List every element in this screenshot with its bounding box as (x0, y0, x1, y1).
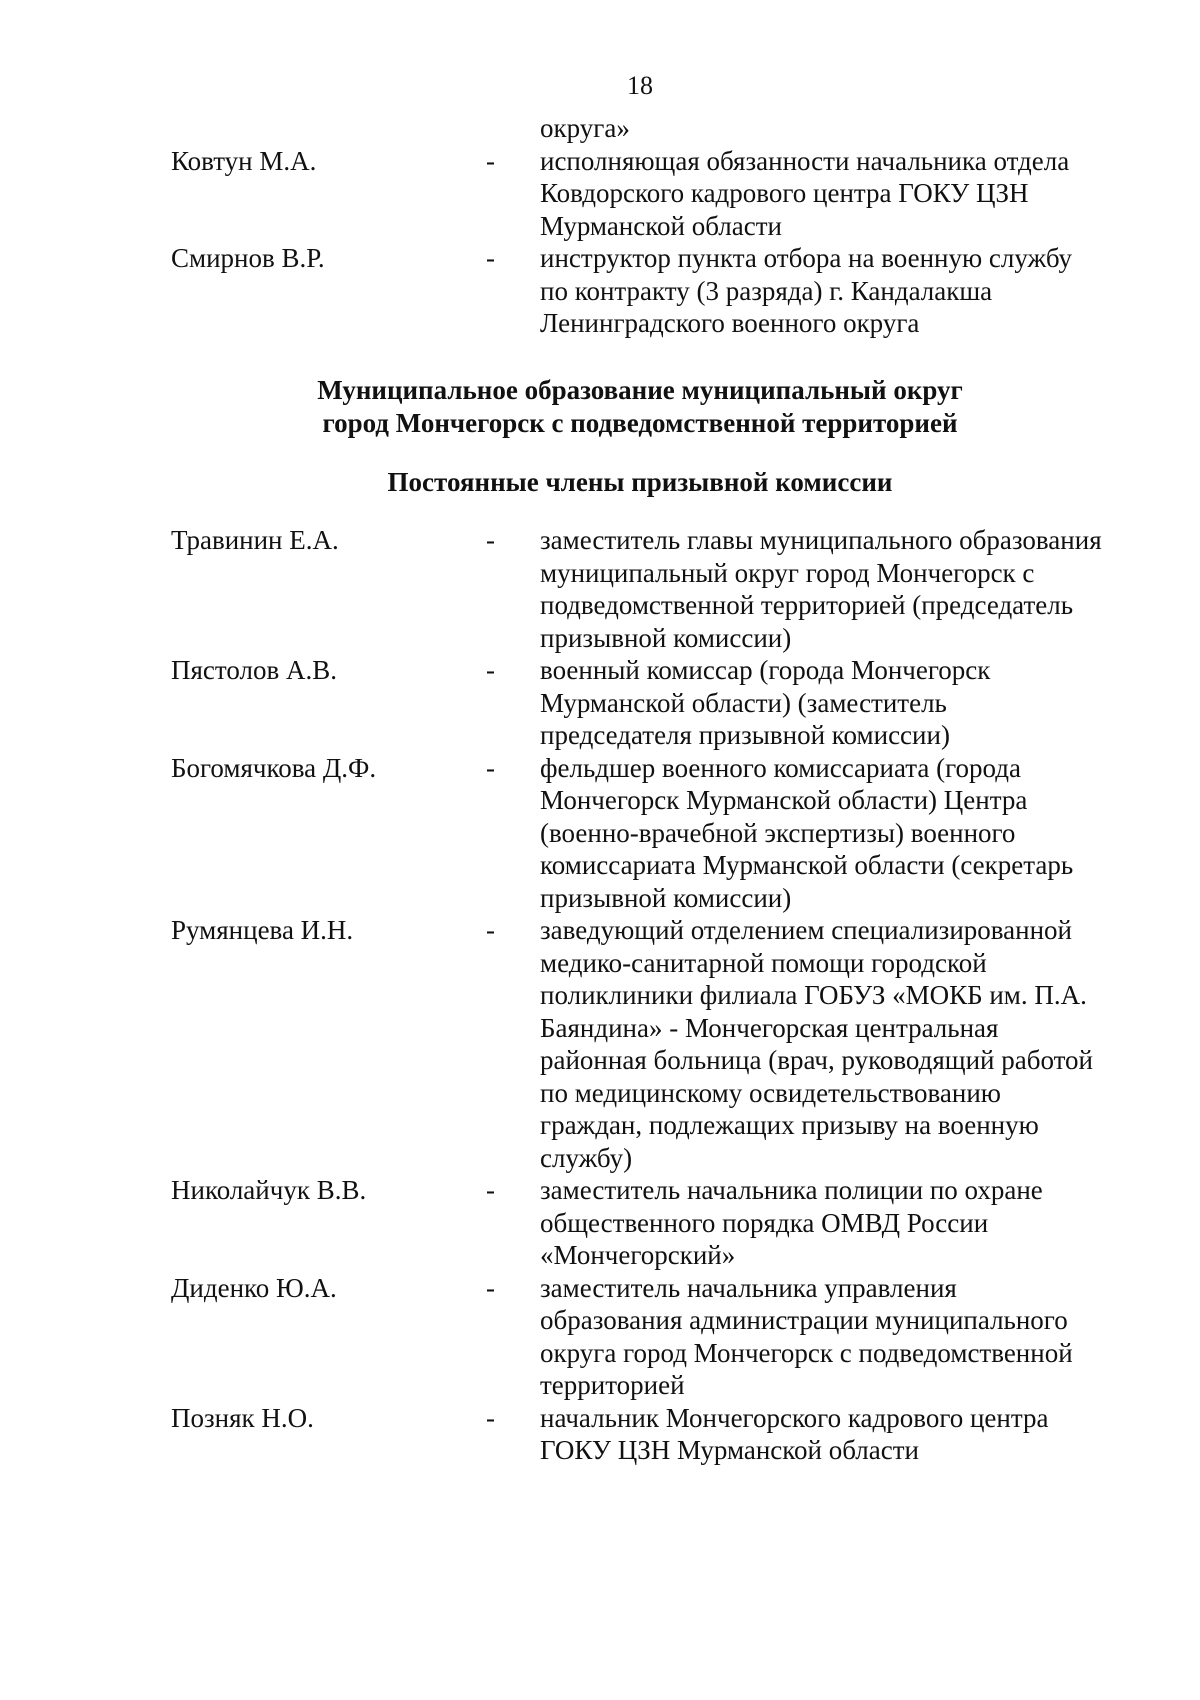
position-line: Ленинградского военного округа (540, 308, 920, 338)
member-name: Пястолов А.В. (171, 655, 337, 685)
member-position (540, 1402, 1140, 1467)
position-line: образования администрации муниципального (540, 1305, 1068, 1335)
position-line: призывной комиссии) (540, 622, 792, 653)
commission-subheading: Постоянные члены призывной комиссии (387, 467, 893, 497)
list-item (0, 524, 1200, 654)
position-line: (военно-врачебной экспертизы) военного (540, 817, 1016, 848)
dash: - (486, 525, 495, 555)
member-name: Позняк Н.О. (171, 1402, 314, 1433)
dash: - (486, 915, 495, 945)
member-position (540, 145, 1140, 243)
dash: - (486, 1402, 495, 1433)
position-line: граждан, подлежащих призыву на военную (540, 1110, 1039, 1140)
position-line: Мончегорск Мурманской области) Центра (540, 785, 1028, 815)
dash: - (486, 655, 495, 685)
municipality-heading (0, 374, 1200, 440)
position-line: инструктор пункта отбора на военную службу (540, 243, 1073, 273)
position-line: Баяндина» - Мончегорская центральная (540, 1012, 999, 1043)
dash: - (486, 1175, 495, 1205)
position-line: заведующий отделением специализированной (540, 915, 1072, 945)
member-position (540, 654, 1140, 752)
position-line: по медицинскому освидетельствованию (540, 1077, 1001, 1108)
member-name: Травинин Е.А. (171, 525, 339, 555)
position-line: военный комиссар (города Мончегорск (540, 655, 991, 685)
position-line: районная больница (врач, руководящий работой (540, 1045, 1093, 1075)
position-line: исполняющая обязанности начальника отдела (540, 145, 1070, 176)
member-name: Николайчук В.В. (171, 1175, 367, 1205)
position-line: медико-санитарной помощи городской (540, 947, 987, 978)
position-line: территорией (540, 1370, 685, 1400)
dash: - (486, 145, 495, 176)
heading-line: город Мончегорск с подведомственной территорией (322, 408, 958, 438)
position-line: «Мончегорский» (540, 1240, 736, 1270)
member-position (540, 1272, 1140, 1402)
dash: - (486, 1272, 495, 1303)
continued-line (0, 112, 1200, 145)
position-line: заместитель начальника полиции по охране (540, 1175, 1043, 1205)
list-item (0, 1272, 1200, 1402)
position-line: округа город Мончегорск с подведомственной (540, 1337, 1073, 1368)
list-item (0, 1174, 1200, 1272)
position-line: Мурманской области) (заместитель (540, 687, 947, 718)
member-position (540, 524, 1140, 654)
top-section (0, 112, 1200, 340)
heading-line: Муниципальное образование муниципальный округ (317, 375, 963, 405)
position-line: комиссариата Мурманской области (секретарь (540, 850, 1074, 880)
position-line: ГОКУ ЦЗН Мурманской области (540, 1435, 919, 1465)
position-line: общественного порядка ОМВД России (540, 1207, 989, 1238)
member-position (540, 1174, 1140, 1272)
position-line: фельдшер военного комиссариата (города (540, 752, 1021, 783)
member-position (540, 242, 1140, 340)
list-item (0, 1402, 1200, 1467)
position-line: по контракту (3 разряда) г. Кандалакша (540, 275, 993, 306)
position-line: поликлиники филиала ГОБУЗ «МОКБ им. П.А. (540, 980, 1087, 1010)
position-line: начальник Мончегорского кадрового центра (540, 1402, 1049, 1433)
member-name: Румянцева И.Н. (171, 915, 354, 945)
position-line: службу) (540, 1142, 633, 1173)
position-line: призывной комиссии) (540, 882, 792, 913)
position-line: Мурманской области (540, 210, 782, 241)
members-list (0, 524, 1200, 1467)
position-line: подведомственной территорией (председатель (540, 590, 1074, 620)
member-position (540, 914, 1140, 1174)
position-line: председателя призывной комиссии) (540, 720, 950, 750)
list-item (0, 752, 1200, 915)
list-item (0, 654, 1200, 752)
position-line: заместитель главы муниципального образования (540, 525, 1102, 555)
position-line: заместитель начальника управления (540, 1272, 957, 1303)
list-item (0, 145, 1200, 243)
dash: - (486, 243, 495, 273)
member-name: Диденко Ю.А. (171, 1272, 337, 1303)
position-line: Ковдорского кадрового центра ГОКУ ЦЗН (540, 178, 1029, 208)
member-name: Смирнов В.Р. (171, 243, 325, 273)
member-name: Ковтун М.А. (171, 145, 317, 176)
list-item (0, 914, 1200, 1174)
continued-text: округа» (540, 113, 630, 143)
position-line: муниципальный округ город Мончегорск с (540, 557, 1035, 588)
member-position (540, 752, 1140, 915)
member-name: Богомячкова Д.Ф. (171, 752, 377, 783)
dash: - (486, 752, 495, 783)
page-number: 18 (627, 71, 653, 100)
list-item (0, 242, 1200, 340)
